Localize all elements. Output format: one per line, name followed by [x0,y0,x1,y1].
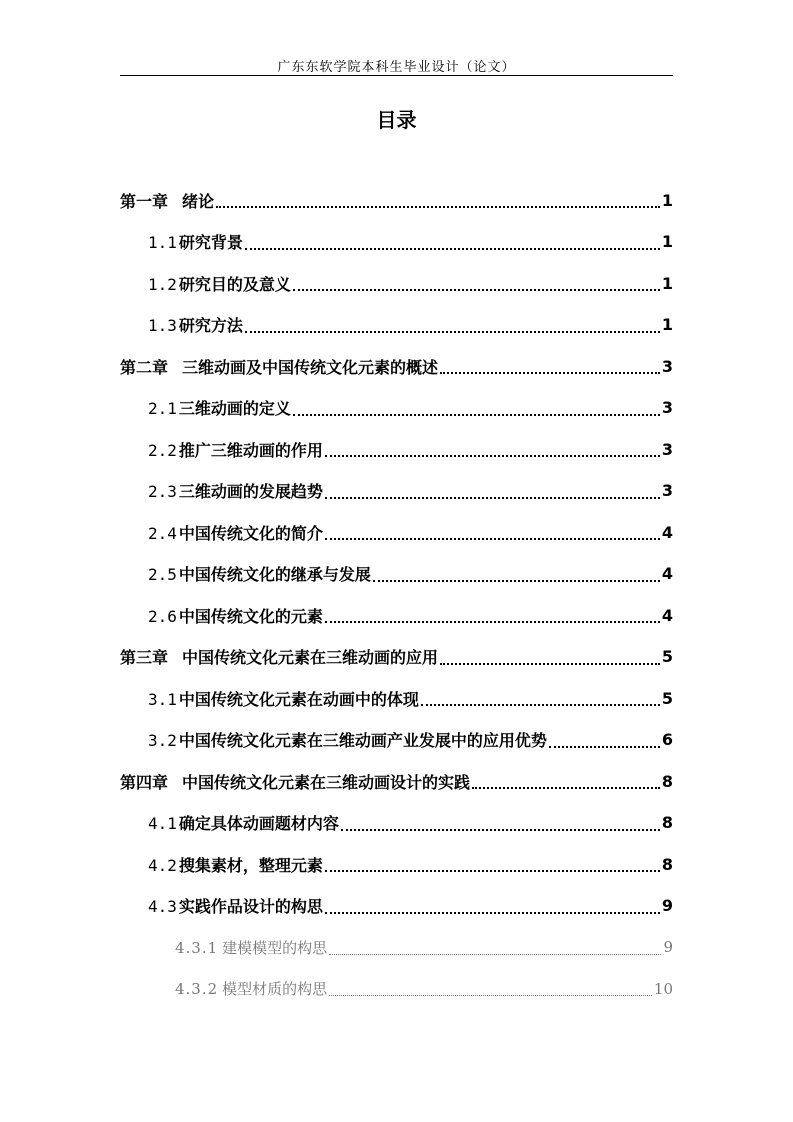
toc-entry-level1[interactable] [120,763,673,799]
toc-entry-label [120,645,438,668]
toc-entry-title: 搜集素材，整理元素 [178,855,323,875]
toc-page-number: 3 [661,439,673,459]
toc-entry-title: 中国传统文化元素在三维动画设计的实践 [182,772,471,792]
toc-entry-number: 4.2 [148,855,177,875]
toc-entry-label [175,978,327,999]
toc-entry-title: 中国传统文化的元素 [178,606,323,626]
toc-entry-level3[interactable] [175,929,673,965]
toc-entry-title: 中国传统文化元素在动画中的体现 [178,689,419,709]
toc-entry-label [148,438,323,461]
toc-entry-number: 第四章 [120,772,169,792]
toc-page-number: 1 [661,190,673,210]
toc-entry-level2[interactable] [148,265,673,301]
toc-entry-title: 研究目的及意义 [178,274,291,294]
toc-dot-leader [329,995,652,996]
toc-entry-number: 1.1 [148,233,177,252]
toc-page-number: 3 [661,398,673,417]
toc-page-number: 3 [661,481,673,500]
toc-page-number: 8 [661,771,673,791]
toc-dot-leader [440,663,660,665]
toc-entry-title: 建模模型的构思 [222,938,328,957]
toc-entry-level2[interactable] [148,846,673,882]
toc-page-number: 1 [661,232,673,251]
toc-entry-label [148,894,323,917]
toc-entry-level2[interactable] [148,556,673,592]
toc-dot-leader [325,497,660,499]
toc-entry-label [148,230,243,253]
toc-page-number: 3 [661,356,673,376]
toc-entry-number: 3.1 [148,689,177,709]
toc-entry-label [148,396,291,419]
toc-entry-title: 模型材质的构思 [222,980,328,998]
toc-dot-leader [325,538,660,540]
toc-entry-title: 中国传统文化的继承与发展 [178,565,371,584]
running-header: 广东东软学院本科生毕业设计（论文） [277,60,516,75]
toc-page-number: 8 [661,813,673,832]
toc-entry-level2[interactable] [148,473,673,509]
toc-entry-number: 2.1 [148,399,177,418]
toc-page-number: 9 [661,896,673,915]
toc-page-number: 4 [661,564,673,583]
toc-entry-number: 4.3.2 [175,980,219,998]
toc-dot-leader [325,621,660,623]
toc-entry-title: 三维动画的发展趋势 [178,482,323,501]
toc-entry-label [148,811,339,834]
toc-entry-title: 三维动画及中国传统文化元素的概述 [182,357,439,377]
toc-page-number: 5 [661,688,673,708]
toc-entry-title: 中国传统文化元素在三维动画的应用 [182,648,439,667]
toc-entry-level2[interactable] [148,597,673,633]
toc-entry-label [175,937,327,958]
toc-entry-label [148,521,323,544]
toc-dot-leader [325,870,660,872]
toc-entry-level2[interactable] [148,224,673,260]
toc-entry-title: 中国传统文化的简介 [178,523,323,543]
toc-dot-leader [329,954,661,955]
toc-entry-level2[interactable] [148,722,673,758]
toc-entry-level3[interactable] [175,971,673,1007]
toc-entry-label [148,728,547,751]
toc-dot-leader [440,372,660,374]
toc-entry-level1[interactable] [120,639,673,675]
toc-entry-label [148,479,323,502]
toc-dot-leader [245,331,660,333]
toc-dot-leader [421,704,660,706]
toc-entry-number: 2.4 [148,523,177,543]
toc-entry-title: 实践作品设计的构思 [178,897,323,916]
toc-entry-title: 研究背景 [178,233,243,252]
toc-page-number: 9 [663,938,673,956]
toc-entry-title: 中国传统文化元素在三维动画产业发展中的应用优势 [178,731,547,750]
toc-entry-label [148,272,291,295]
toc-entry-title: 研究方法 [178,316,243,335]
toc-page-number: 8 [661,854,673,874]
toc-entry-number: 1.2 [148,274,177,294]
toc-dot-leader [373,580,660,582]
toc-page-number: 10 [653,979,673,998]
toc-dot-leader [216,206,660,208]
toc-entry-title: 绪论 [182,191,215,211]
toc-page-number: 1 [661,273,673,293]
toc-entry-label [120,770,470,793]
toc-entry-level2[interactable] [148,888,673,924]
page-title: 目录 [376,108,417,132]
toc-entry-number: 第一章 [120,191,169,211]
toc-dot-leader [245,248,660,250]
toc-entry-number: 2.6 [148,606,177,626]
toc-entry-level2[interactable] [148,307,673,343]
header-divider [120,75,673,76]
toc-entry-number: 3.2 [148,731,177,750]
toc-dot-leader [293,289,660,291]
toc-entry-title: 推广三维动画的作用 [178,440,323,460]
toc-entry-level1[interactable] [120,182,673,218]
toc-page-number: 4 [661,605,673,625]
toc-entry-number: 4.3 [148,897,177,916]
toc-entry-level2[interactable] [148,514,673,550]
toc-entry-level2[interactable] [148,680,673,716]
toc-entry-number: 4.3.1 [175,938,219,957]
toc-page-number: 6 [661,730,673,749]
toc-entry-number: 2.5 [148,565,177,584]
toc-entry-level2[interactable] [148,431,673,467]
toc-entry-number: 4.1 [148,814,177,833]
toc-entry-label [148,687,419,710]
toc-entry-level2[interactable] [148,390,673,426]
toc-entry-number: 第二章 [120,357,169,377]
toc-dot-leader [472,787,660,789]
toc-entry-title: 三维动画的定义 [178,399,291,418]
toc-entry-label [120,189,214,212]
toc-dot-leader [293,414,660,416]
toc-entry-level2[interactable] [148,805,673,841]
toc-dot-leader [549,746,660,748]
toc-entry-number: 第三章 [120,648,169,667]
toc-dot-leader [341,829,660,831]
toc-entry-label [148,604,323,627]
toc-dot-leader [325,912,660,914]
toc-page-number: 5 [661,647,673,666]
toc-entry-number: 1.3 [148,316,177,335]
toc-entry-level1[interactable] [120,348,673,384]
toc-page-number: 4 [661,522,673,542]
toc-entry-title: 确定具体动画题材内容 [178,814,339,833]
toc-entry-label [120,355,438,378]
toc-page-number: 1 [661,315,673,334]
toc-entry-label [148,853,323,876]
toc-dot-leader [325,455,660,457]
toc-entry-number: 2.2 [148,440,177,460]
toc-entry-label [148,313,243,336]
toc-entry-label [148,562,371,585]
toc-entry-number: 2.3 [148,482,177,501]
